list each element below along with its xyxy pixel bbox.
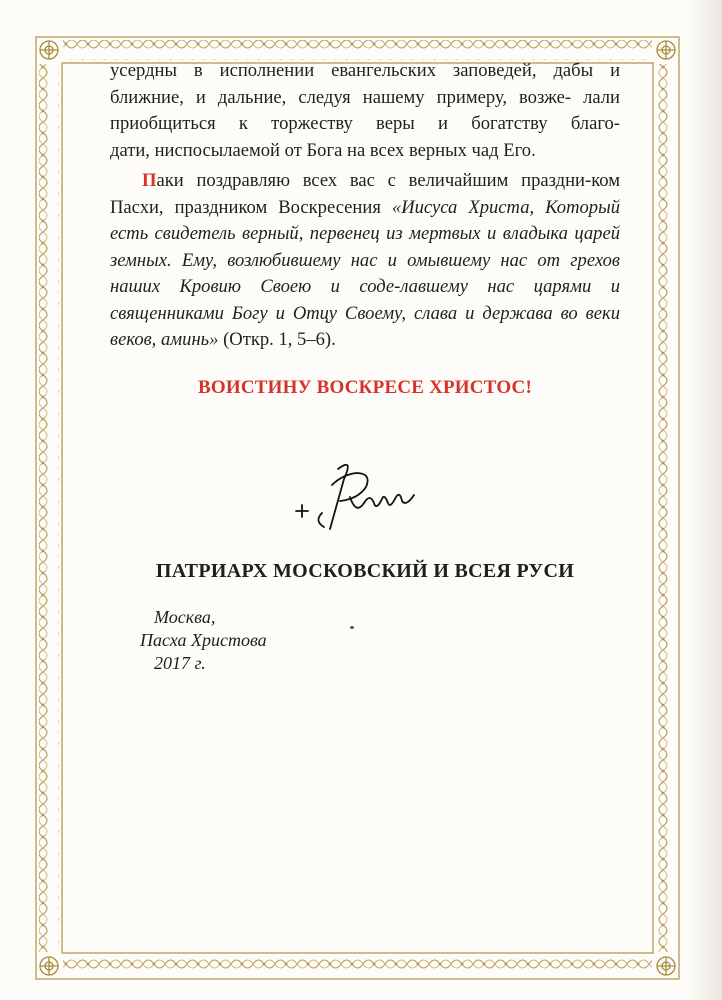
handwritten-signature bbox=[286, 455, 426, 535]
year: 2017 г. bbox=[154, 653, 206, 673]
drop-cap: П bbox=[142, 170, 157, 191]
place: Москва, bbox=[154, 607, 216, 627]
scripture-quote: «Иисуса Христа, Который есть свидетель верный, первенец из мертвых и владыка царей земных. Ему, возлюбившему нас и омывшему нас от грехов наших Кровию Своею и соде-лавшему нас царями и священниками Богу и Отцу Своему, слава и держава во веки веков, аминь» bbox=[110, 196, 620, 350]
scan-page-edge bbox=[688, 0, 722, 1000]
paragraph-1-line: усердны в исполнении евангельских заповедей, дабы bbox=[110, 60, 594, 81]
place-and-date bbox=[140, 606, 300, 675]
letter-body bbox=[110, 58, 620, 399]
occasion: Пасха Христова bbox=[140, 630, 267, 650]
paragraph-2 bbox=[110, 168, 620, 354]
paragraph-1-last-line: дати, ниспосылаемой от Бога на всех верных чад Его. bbox=[110, 139, 536, 161]
paragraph-1-line: и ближние, и дальние, следуя нашему примеру, возже- bbox=[110, 60, 621, 108]
paragraph-1 bbox=[110, 58, 620, 164]
scripture-reference: (Откр. 1, 5–6). bbox=[218, 329, 336, 350]
scan-speck bbox=[350, 626, 354, 629]
paragraph-2-text: аки поздравляю всех вас с величайшим праздни-ком Пасхи, праздником Воскресения bbox=[110, 170, 620, 218]
signatory-title: ПАТРИАРХ МОСКОВСКИЙ И ВСЕЯ РУСИ bbox=[155, 560, 575, 582]
easter-proclamation: ВОИСТИНУ ВОСКРЕСЕ ХРИСТОС! bbox=[198, 376, 532, 398]
paragraph-1-line: лали приобщиться к торжеству веры и богатству благо- bbox=[110, 86, 620, 134]
